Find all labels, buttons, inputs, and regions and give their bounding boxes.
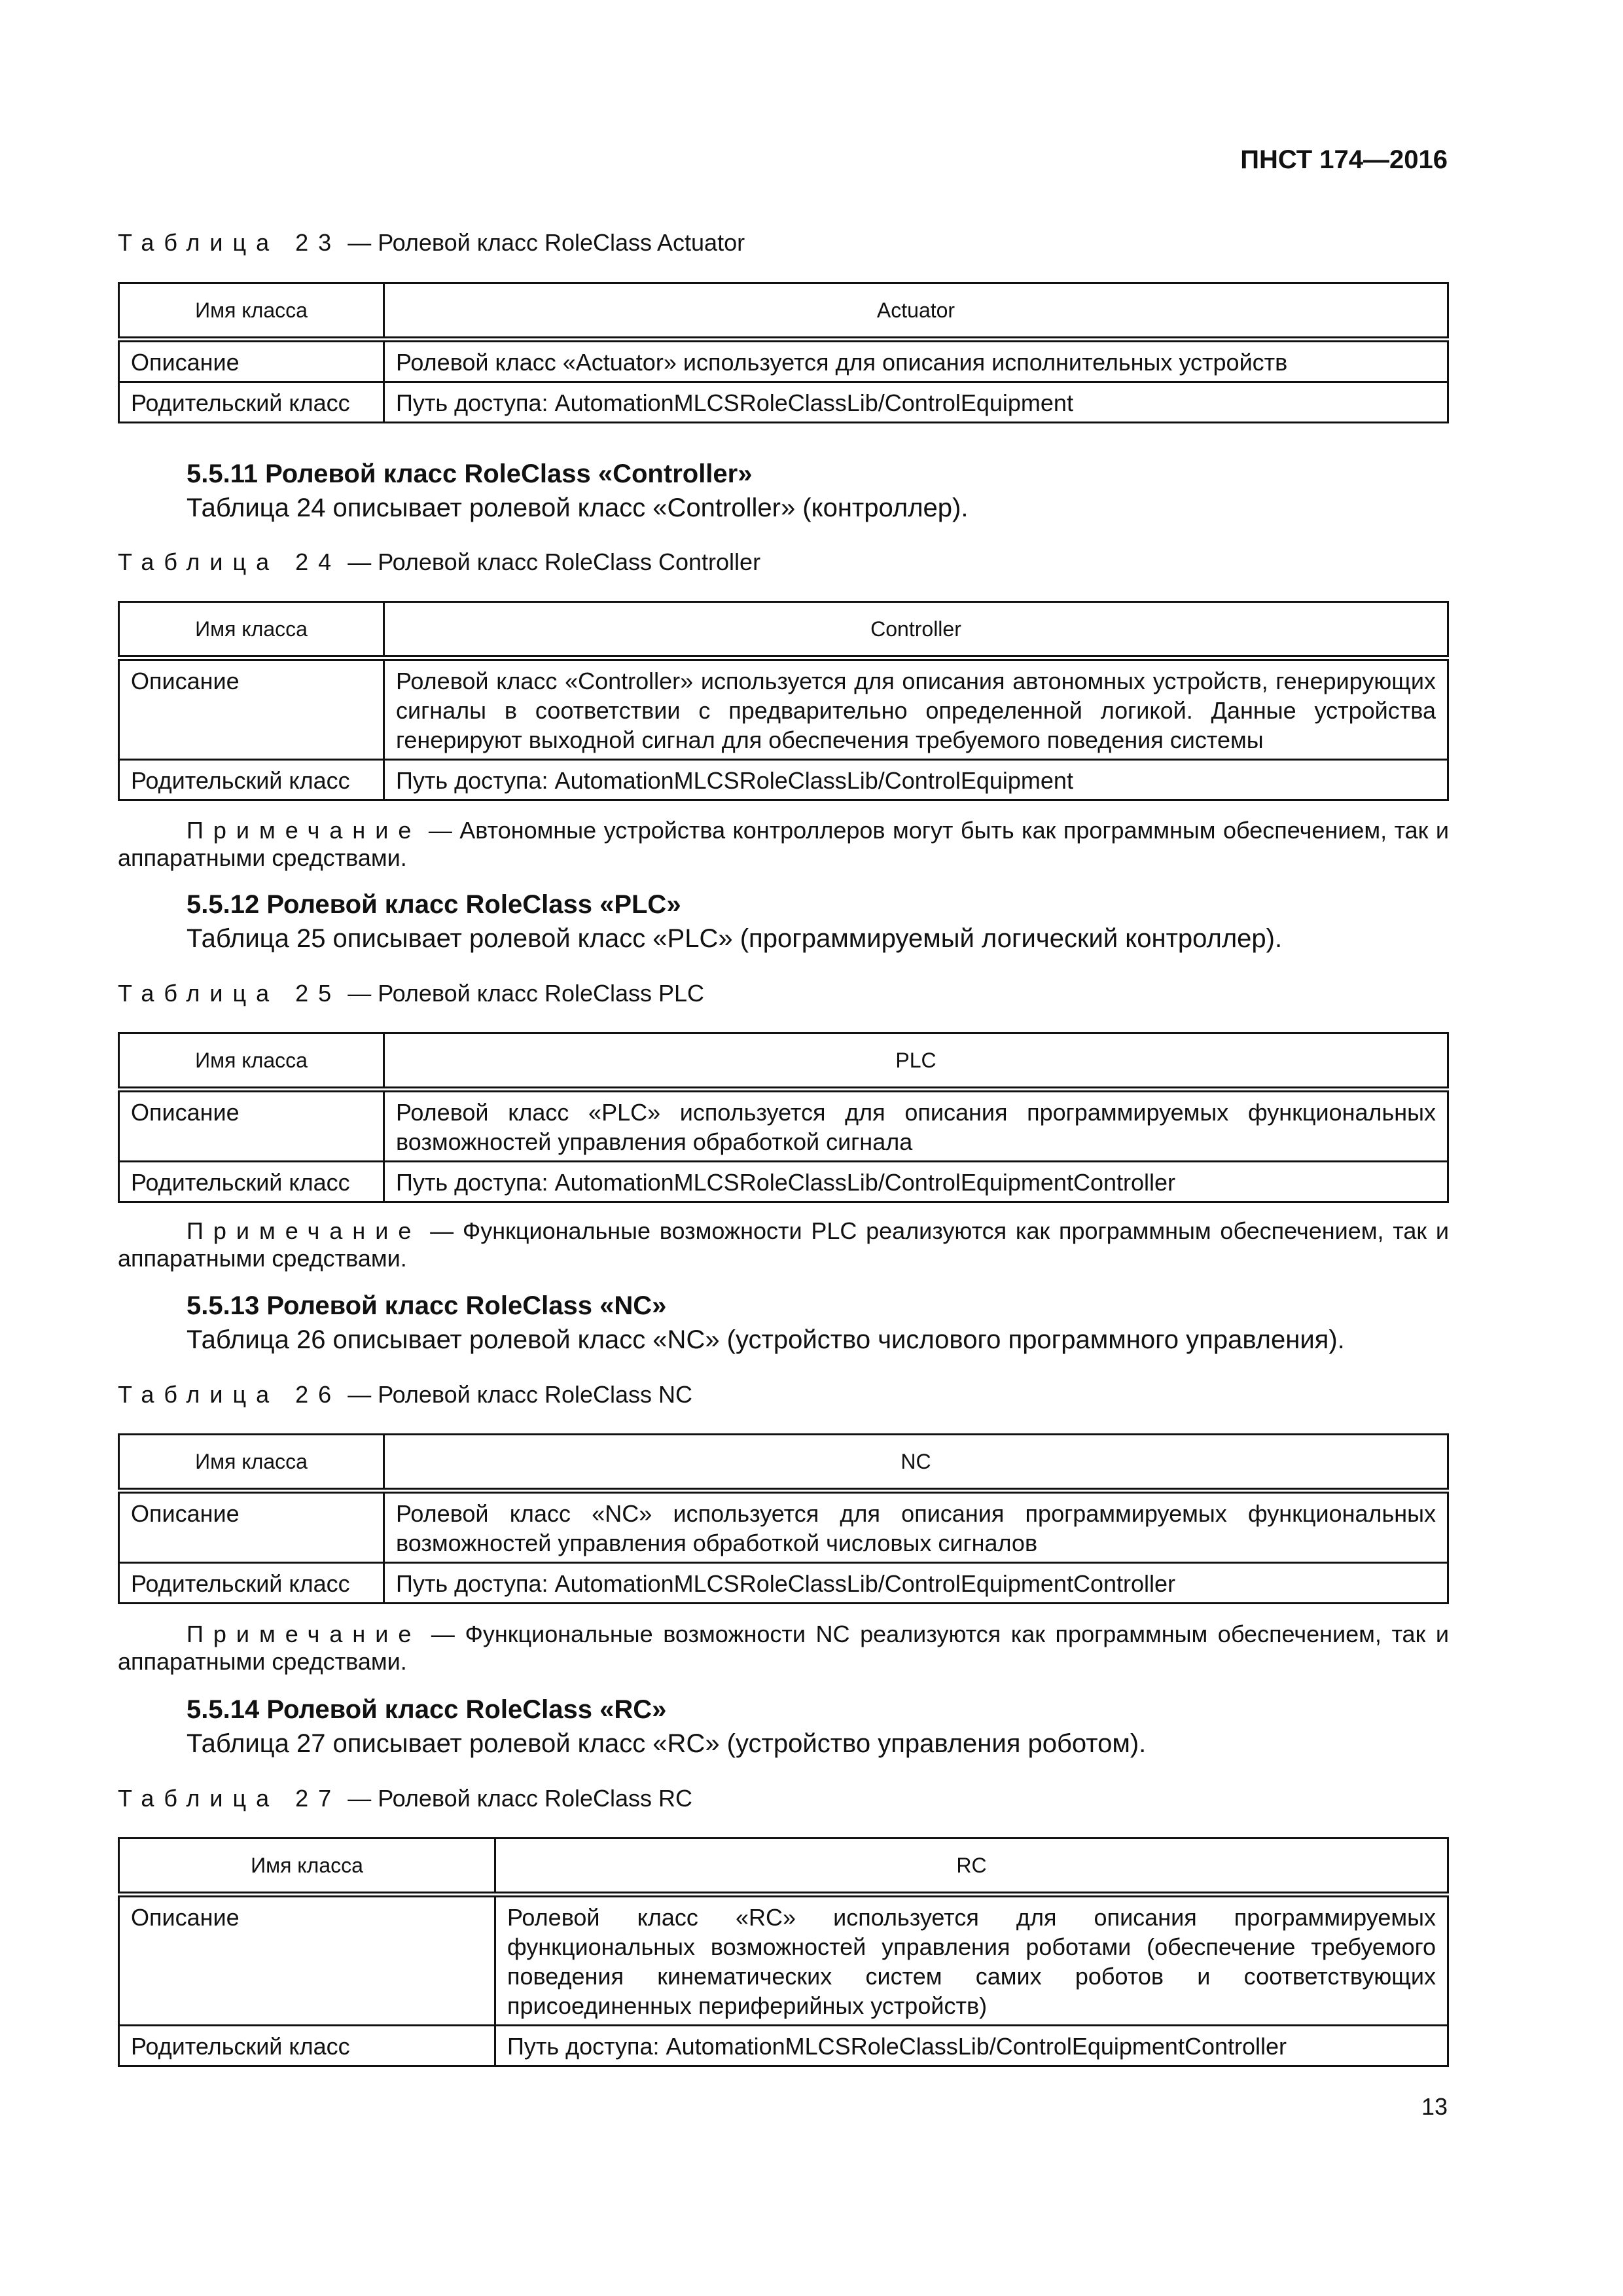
row-label: Описание	[119, 340, 384, 382]
section-heading: 5.5.14 Ролевой класс RoleClass «RC»	[187, 1695, 667, 1724]
row-label: Родительский класс	[119, 2026, 495, 2066]
class-name-label: Имя класса	[119, 1839, 495, 1895]
table-row	[119, 1162, 1448, 1202]
table-row	[119, 382, 1448, 423]
section-intro: Таблица 27 описывает ролевой класс «RC» (устройство управления роботом).	[187, 1729, 1147, 1758]
row-label: Описание	[119, 1895, 495, 2026]
row-value: Путь доступа: AutomationMLCSRoleClassLib/ControlEquipmentController	[384, 1563, 1448, 1604]
section-intro: Таблица 26 описывает ролевой класс «NC» (устройство числового программного управления).	[187, 1325, 1345, 1354]
class-name-value: RC	[495, 1839, 1448, 1895]
table-row	[119, 1895, 1448, 2026]
table-caption	[118, 229, 745, 257]
table-row	[119, 760, 1448, 800]
table-caption-number: Таблица 26	[118, 1381, 342, 1408]
table-caption-title: — Ролевой класс RoleClass RC	[348, 1785, 692, 1812]
role-class-table-nc	[118, 1433, 1449, 1604]
table-caption-number: Таблица 24	[118, 548, 342, 575]
class-name-label: Имя класса	[119, 602, 384, 658]
table-header-row	[119, 1839, 1448, 1895]
table-header-row	[119, 283, 1448, 340]
row-value: Ролевой класс «RC» используется для описания программируемых функциональных возможностей управления роботами (обеспечение требуемого поведения кинематических систем самих роботов и соответствующих присоединенных периферийных устройств)	[495, 1895, 1448, 2026]
table-caption-number: Таблица 25	[118, 980, 342, 1007]
note-label: Примечание	[187, 817, 421, 844]
role-class-table-controller	[118, 601, 1449, 801]
row-value: Ролевой класс «PLC» используется для описания программируемых функциональных возможностей управления обработкой сигнала	[384, 1090, 1448, 1162]
note-label: Примечание	[187, 1621, 421, 1647]
table-caption-number: Таблица 27	[118, 1785, 342, 1812]
page-number: 13	[1421, 2093, 1448, 2120]
row-value: Путь доступа: AutomationMLCSRoleClassLib/ControlEquipmentController	[495, 2026, 1448, 2066]
section-heading: 5.5.11 Ролевой класс RoleClass «Controller»	[187, 459, 753, 488]
section-intro: Таблица 25 описывает ролевой класс «PLC» (программируемый логический контроллер).	[187, 924, 1283, 953]
section-intro: Таблица 24 описывает ролевой класс «Controller» (контроллер).	[187, 493, 969, 522]
note-text: — Автономные устройства контроллеров могут быть как программным обеспечением, так и аппаратными средствами.	[118, 817, 1449, 871]
note	[118, 1621, 1449, 1676]
table-caption	[118, 1381, 692, 1408]
class-name-value: Actuator	[384, 283, 1448, 340]
row-label: Описание	[119, 1090, 384, 1162]
note-text: — Функциональные возможности PLC реализуются как программным обеспечением, так и аппаратными средствами.	[118, 1217, 1449, 1272]
table-caption-title: — Ролевой класс RoleClass Actuator	[348, 229, 745, 256]
note	[118, 1217, 1449, 1272]
table-row	[119, 658, 1448, 760]
table-row	[119, 1491, 1448, 1563]
section-heading: 5.5.13 Ролевой класс RoleClass «NC»	[187, 1291, 667, 1320]
role-class-table-actuator	[118, 282, 1449, 423]
table-row	[119, 1563, 1448, 1604]
row-value: Ролевой класс «Actuator» используется для описания исполнительных устройств	[384, 340, 1448, 382]
row-value: Ролевой класс «NC» используется для описания программируемых функциональных возможностей управления обработкой числовых сигналов	[384, 1491, 1448, 1563]
document-code: ПНСТ 174—2016	[1240, 145, 1448, 174]
table-caption-title: — Ролевой класс RoleClass Controller	[348, 548, 761, 575]
row-label: Родительский класс	[119, 1162, 384, 1202]
note	[118, 817, 1449, 872]
row-value: Путь доступа: AutomationMLCSRoleClassLib/ControlEquipment	[384, 760, 1448, 800]
table-header-row	[119, 602, 1448, 658]
table-caption	[118, 1785, 692, 1812]
class-name-label: Имя класса	[119, 1435, 384, 1491]
table-row	[119, 2026, 1448, 2066]
row-label: Описание	[119, 658, 384, 760]
class-name-value: NC	[384, 1435, 1448, 1491]
table-caption	[118, 548, 760, 576]
table-row	[119, 340, 1448, 382]
table-header-row	[119, 1435, 1448, 1491]
class-name-label: Имя класса	[119, 1033, 384, 1090]
row-value: Путь доступа: AutomationMLCSRoleClassLib/ControlEquipmentController	[384, 1162, 1448, 1202]
row-value: Путь доступа: AutomationMLCSRoleClassLib/ControlEquipment	[384, 382, 1448, 423]
role-class-table-rc	[118, 1837, 1449, 2067]
row-label: Описание	[119, 1491, 384, 1563]
table-caption-title: — Ролевой класс RoleClass PLC	[348, 980, 705, 1007]
row-value: Ролевой класс «Controller» используется для описания автономных устройств, генерирующих сигналы в соответствии с предварительно определенной логикой. Данные устройства генерируют выходной сигнал для обеспечения требуемого поведения системы	[384, 658, 1448, 760]
table-caption-number: Таблица 23	[118, 229, 342, 256]
class-name-value: Controller	[384, 602, 1448, 658]
table-caption	[118, 980, 704, 1007]
role-class-table-plc	[118, 1032, 1449, 1203]
note-label: Примечание	[187, 1217, 421, 1244]
class-name-label: Имя класса	[119, 283, 384, 340]
table-header-row	[119, 1033, 1448, 1090]
class-name-value: PLC	[384, 1033, 1448, 1090]
section-heading: 5.5.12 Ролевой класс RoleClass «PLC»	[187, 890, 681, 919]
table-caption-title: — Ролевой класс RoleClass NC	[348, 1381, 692, 1408]
note-text: — Функциональные возможности NC реализуются как программным обеспечением, так и аппаратными средствами.	[118, 1621, 1449, 1675]
row-label: Родительский класс	[119, 1563, 384, 1604]
row-label: Родительский класс	[119, 760, 384, 800]
table-row	[119, 1090, 1448, 1162]
row-label: Родительский класс	[119, 382, 384, 423]
